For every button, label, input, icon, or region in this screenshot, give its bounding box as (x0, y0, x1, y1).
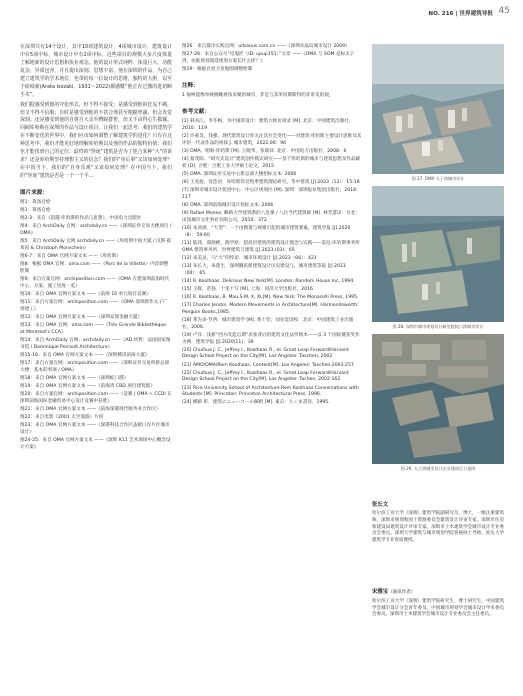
author-bio-text: 哈尔滨工业大学（深圳）建筑学院副研究员、博士，一级注册建筑师。深圳市规划和国土资源委员会建筑设计评审专家。深圳市住房和建设局建筑设计评审专家。深圳市土木建筑学会城市设计专业委员会委员。深圳大学建筑与城市规划学院客座硕士导师。汕头大学建筑学专业客座教授。 (372, 511, 504, 544)
references-title: 参考文献： (182, 108, 210, 115)
list-item: 图13：来自 OMA 官网：oma.com ——《Très Grande Bibliothèque at Montreal's CCA》 (20, 323, 167, 336)
list-item: 图15-16：来自 OMA 官网方案文本 ——《深圳腾讯滨海大厦》 (20, 353, 150, 358)
list-item: 图14：来自 ArchDaily 官网：archdaily.cn ——《AD 经典：法国国家图书馆 / Dominique Perrault Architecture》 (20, 338, 171, 350)
author-bio-2 (372, 588, 504, 621)
list-item: [15] 王晖，范扬．十里十写 [M]. 上海：同济大学出版社，2016. (182, 286, 315, 292)
figure-27-caption: 图 27. OMA 太子湾城市设计 (411, 176, 465, 181)
figure-27-aerial-render (372, 44, 504, 174)
list-item: [2] 许蒙昊，钱强，现代建筑设计库关注其社会变化——对建筑·库哈斯主要设计思维及其评价一代表作品的初探 J. 城市建筑，2022.06：96 (182, 134, 362, 146)
list-item: [7] 深圳市城市设计促进中心．中心区规划区 [M]. 深圳：深圳报业集团出版社，2018：117 (182, 188, 361, 200)
list-item: [19] 卢洋．浅析“西方改造后期”表象背后的建筑文化法传统术——以 3 个国际赛获奖作为例．建筑学报 [J].2020(11)：39 (182, 332, 360, 345)
body-paragraph: 我们据感受到他的夸张形式，但不得不接受；是感受到他的狂妄不羁，但又不得不信服；有时是感受到他的不甚合理甚至粗糙卑鄙，但会发觉深刻；还是感受到他的自尊自大盖至睥睨群伦，但又不由得心生敬佩。回顾库哈斯在深圳的作品与设计项目，让我们一起思考：我们的建筑学在不断变化的世界中，我们应该如何调整了解建筑学的进化？只有在这种思考中，我们才能更好地理解库哈斯以及他的作品的独特价值；我们也才能找到自己的定位；最终的“怪诞”建筑是否为了迎合某种“大”的诉求？还是库哈斯坚持理想主义的信念？我们的“身后事”又该如何处理？在中国当下，我们的“自身乐观”又该如何处理？在中国当下，我们的“怪诞”建筑是否是一个一个平... (20, 101, 172, 179)
list-item: 图24-25：来自 OMA 官网方案文本 ——《深圳 K11 艺术商场中心概念设计方案》 (20, 438, 171, 450)
list-item: [18] 邦为多·罗西．城市建筑学 [M]. 黄士钧，刘先觉译校．北京：中国建筑工业出版社，2006. (182, 317, 354, 330)
list-item: 图20：来自方案官网：archiposition.com ——《竞赛 | OMA + CCDI 在深圳前海国际金融贸易中心设计竞赛中获胜》 (20, 392, 172, 404)
figure-29-satellite-image (372, 334, 504, 464)
list-item: [11] 陆玮，邵晓彬，陶学原．超高层建筑的建筑设计理念与实践——雷尼·库哈斯事务所 OMA 建筑事务所．世界建筑与建筑 [J].2023.(03)：65 (182, 240, 360, 253)
column-middle (182, 44, 362, 409)
body-paragraph: 在深圳共有14个设计，其中10项建筑设计，4项城市设计，建筑设计中有5项中标，城市设计中有2项中标，这些项目的规模大多尺度体量了解地新的设计思想和执业观念。他的设计形式纯粹、体量巨大、功能复杂，异质包容，并且提出深刻、思想丰富。他在深圳的作品，为自己建立建筑学的学术地位，也带给每一位设计的思维，独特的大胆，以至于矶崎新(Arata Isozaki，1931～2022)都感慨“他正在过激的进切断手术”。 (20, 44, 172, 98)
list-item: [23] Rice University School of Architecture.Rem Koolhaas Conversations with Students [M]. Princeton: Princeton Architectural Press, 1996. (182, 385, 359, 398)
list-item: 图8：根据 OMA 官网：oma.com ——《Parc de la Villette》内容调整绘制 (20, 262, 169, 275)
list-item: [10] 朱涛展．“大型”：一个由数量与规模引起的城市建筑要素，建筑学报 [J].2020（8）：59-60 (182, 225, 351, 238)
figure-28-aerial-render (372, 186, 504, 322)
list-item: [20] Chuihua J. C., Jeffrey I., Koolhaas R., el. Great Leap Forward/Harvard Design School Project on the City[M]. Los Angeles: Taschen, 2002 (182, 347, 349, 360)
list-item: 图12：来自 OMA 官网方案文本 ——《深圳安保金融大厦》 (20, 315, 143, 321)
image-sources-continued (182, 44, 362, 74)
note-item: 1 福柯提像单被俯瞰视角来聚的城市，非是与其所同期新特的非审美的观。 (182, 93, 334, 99)
list-item: 图17：来自方案官网：archiposition.com ——《深圳证券交易所新总部大楼：基本的事项 / OMA》 (20, 361, 170, 373)
author-bio-1 (372, 501, 504, 547)
list-item: 图26：来自都市实践官网：urbanus.com.cn ——《深圳水晶岛城市设计 2009》 (182, 44, 350, 49)
image-sources-title: 图片来源： (20, 189, 48, 196)
list-item: 图5：来自 ArchDaily 官网 archdaily.cn ——《库哈斯中国大厦 / 汉斯·霍莱因 & Christoph Monschein》 (20, 239, 172, 252)
list-item: 图9：来自方案官网：archiposition.com ——《OMA 在建深圳前海时代中心、方案、施工进度一览》 (20, 277, 170, 290)
list-item: [21] AMO/OMA/Rem Koolhaas. Content[M]. Los Angeles: Taschen,2003:257. (182, 362, 356, 368)
references-list (182, 119, 362, 407)
list-item: [4] 蔡茂阳．“研究式设计”建筑创作模式研究——基于库哈斯的城市与建筑思想及作品解析 [D]. 合肥：合肥工业大学硕士论文，2015 (182, 156, 361, 169)
list-item: [22] Chuihua J. C., Jeffrey I., Koolhaas R., el. Great Leap Forward/Harvard Design School Project on the City[M]. Los Angeles: Tachen, 2002:162. (182, 370, 349, 383)
figure-29-caption: 图 29. 太子湾城市设计出实建成后卫星图 (400, 466, 476, 471)
list-item: 图1：筹备自绘 (20, 208, 51, 214)
author-name-song: 宋雅宝（通讯作者） (372, 589, 416, 595)
list-item: [6] 王宠旋，沈范语．库哈斯的反叛季建筑理论研究，华中建筑 [J].2023（12）：15-18 (182, 179, 360, 185)
list-item: 图23：来自 OMA 官网方案文本 ——《深港科技合作区盖板口岸片区城市设计》 (20, 423, 170, 436)
list-item: 图27-28：来自公众号“电鬼匠（ID: upup151）”文章 ——《OMA 与 SOM 竞标太子湾，由谁规划漫延规划方案长什么样？》 (182, 52, 355, 64)
list-item: 图4：来自 ArchDaily 官网：archdaily.cn ——《深圳证券交易大楼项目 / OMA》 (20, 224, 172, 237)
image-sources-list (20, 200, 172, 452)
list-item: [8] OMA. 深圳前海城市设计投标文本: 2006 (182, 202, 274, 208)
list-item: 图19：来自 OMA 官网方案文本 ——《前海湾 CBD 项目建筑群》 (20, 384, 155, 390)
list-item: [13] 朱长大，朱莲生．深圳腾讯新建筑设计历史建设与，城市建筑等报 [J].2023（04）：65 (182, 263, 346, 276)
list-item: [5] OMA. 深圳证券交易中心新总部大楼招标文本: 2006 (182, 171, 297, 177)
list-item: 图2-3：来自《超越·库哈斯的作品与思想》，中国电力出版社 (20, 216, 142, 222)
list-item: 图11：来自方案官网：archiposition.com ——《OMA 深圳新作太子广场建工》 (20, 300, 168, 313)
list-item: [1] 韩书江，李冬梅，为中国的设计：建筑大师访谈录 [M]. 北京：中国建筑出版社，2010：119 (182, 119, 354, 131)
notes-title: 注释： (182, 82, 199, 89)
list-item: 图18：来自 OMA 官网方案文本 ——《深圳蛇口港》 (20, 375, 129, 381)
author-name-zhang: 张长文 (372, 502, 389, 508)
journal-issue-label: NO. 216 | 世界建筑导报 (428, 11, 493, 17)
list-item: 图6-7：来自 OMA 官网方案文本 ——《库哈斯》 (20, 254, 121, 260)
page-number: 45 (498, 6, 510, 16)
list-item: [17] Charles Jencks. Modern Movements in Architecture[M]. Harmondsworth: Penguin Books,1985. (182, 302, 359, 315)
column-left (20, 44, 172, 453)
list-item: 图21：来自 OMA 官网方案文本 ——《前海深港现代服务业合作区》 (20, 407, 161, 413)
list-item: [14] R. Koolhaas. Delirious New York[M]. London: Random House Inc, 1994. (182, 278, 355, 284)
list-item: 图22：来自电影《2001 太空漫游》片段 (20, 415, 104, 421)
list-item: [12] 朱美灵，马“大”的悖论．城市环境设计 [J].2023（06）：421 (182, 255, 317, 261)
list-item: 图29：根据百度卫星地图调整绘制 (182, 66, 253, 72)
running-header (0, 8, 523, 20)
list-item: 图1：筹备自绘 (20, 200, 51, 206)
list-item: 图10：来自 OMA 官网方案文本 ——《前海 10 单元项目竞赛》 (20, 292, 151, 298)
list-item: [24] 横路 彰．建筑のニューコーの解釈 [M]. 東京：ちくま書房，1995. (182, 400, 330, 406)
list-item: [16] R. Koolhaas, B. Mau.S.M, X, XL[M]. New York: The Monacelli Press, 1995. (182, 294, 359, 300)
list-item: [3] OMA，唱韩·库哈斯 [M]. 王晓华，张锦译. 北京：中国电力出版社，2008：6 (182, 148, 347, 154)
author-bio-text: 哈尔滨工业大学（深圳）建筑学院研究生，博士研究生，中国建筑学会城市设计分会青年委员。中国城市规划学会城市设计学术委员会委员。深圳市土木建筑学会城市设计专业委员会主任委员。 (372, 598, 504, 618)
figure-28-caption: 图 28. 深圳市城市规划设计研究院蛇口湾城市设计 (392, 324, 484, 329)
list-item: [9] Rafael Moneo. 略路大学建筑系的八堂课 / 八位当代建筑师 [M]. 林芳慧译．台北：田园城市文化事业有限公司，2010：372 (182, 211, 360, 223)
